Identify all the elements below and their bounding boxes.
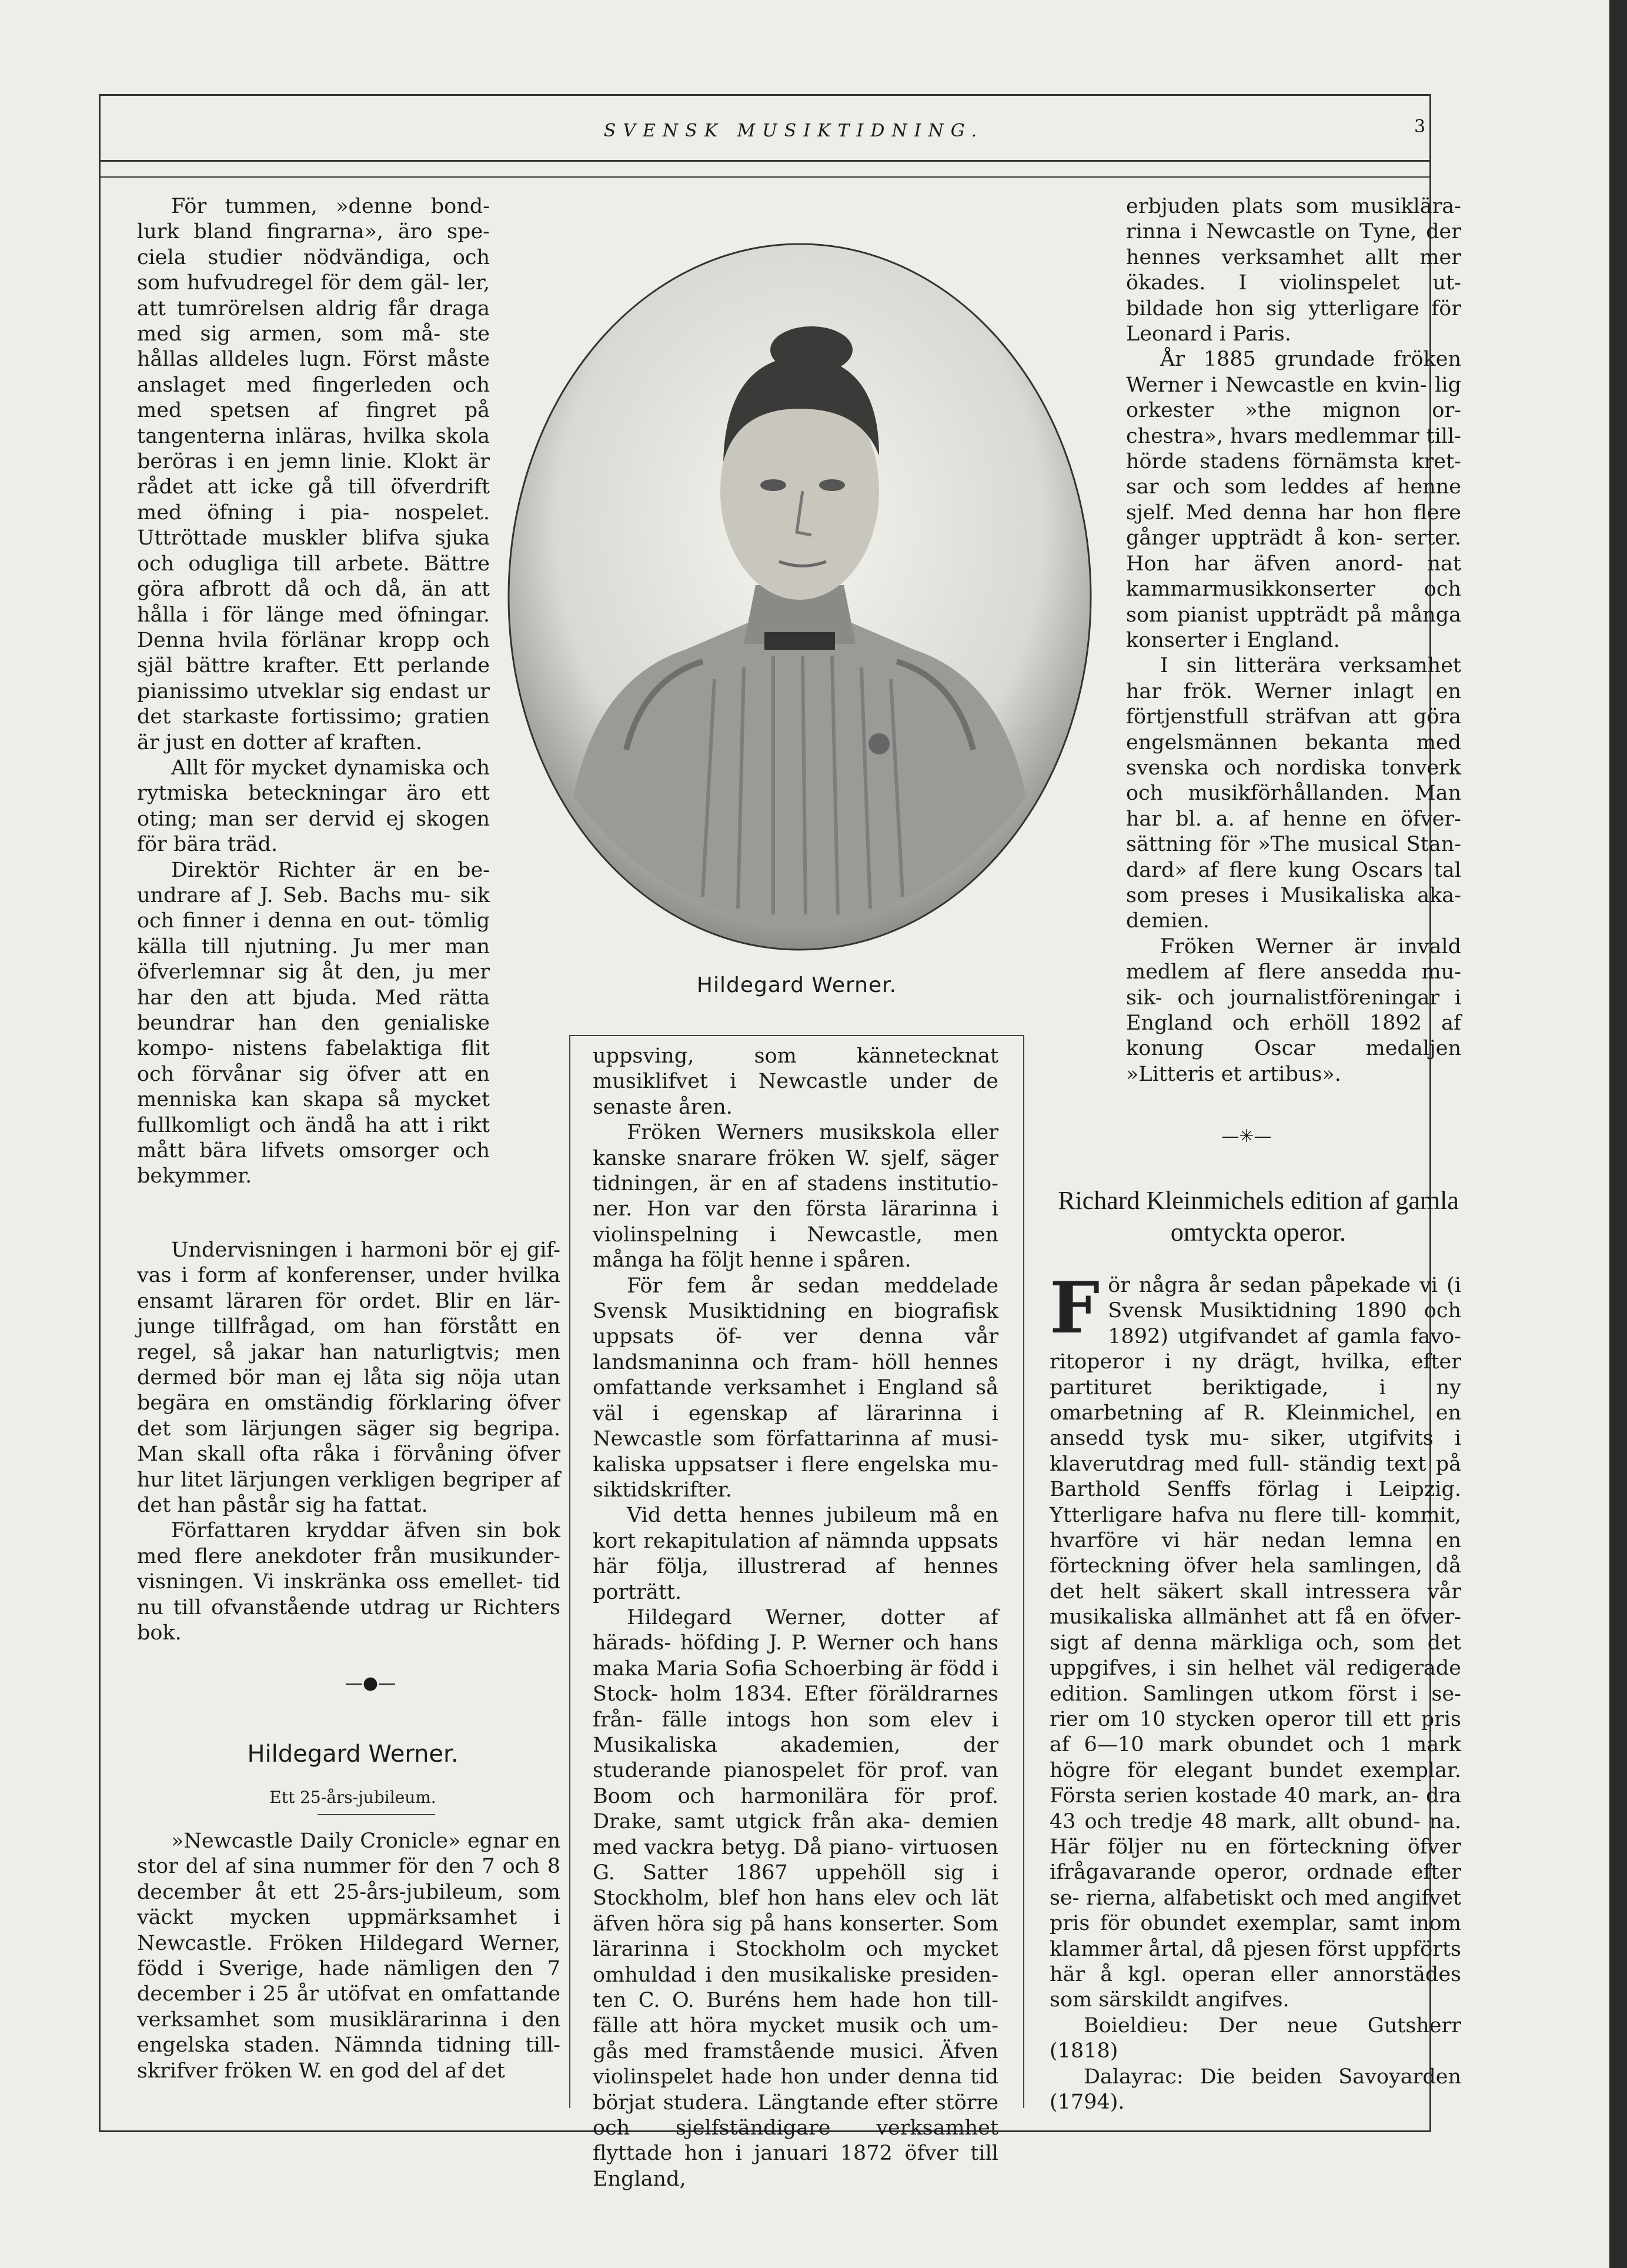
paragraph: I sin litterära verksamhet har frök. Werner inlagt en förtjenstfull sträfvan att göra engelsmännen bekanta med svenska och nordiska tonverk och musikförhållanden. Man har bl. a. af henne en öfver- sättning för »The musical Stan- dard» af flere kung Oscars tal som preses i Musikaliska aka- demien. (1126, 654, 1461, 933)
column-rule-right (1023, 1035, 1024, 2108)
portrait-caption: Hildegard Werner. (696, 973, 897, 997)
paragraph: uppsving, som kännetecknat musiklifvet i Newcastle under de senaste åren. (593, 1044, 998, 1119)
drop-cap: F (1050, 1267, 1100, 1350)
portrait-bottom-rule (569, 1035, 1024, 1036)
ornament-divider: —●— (345, 1673, 396, 1694)
opera-entry: Boieldieu: Der neue Gutsherr (1818) (1050, 2013, 1461, 2063)
article-subheading: Ett 25-års-jubileum. (269, 1788, 436, 1807)
subheading-rule (318, 1814, 435, 1815)
article-body-kleinmichel (1050, 1267, 1461, 2115)
header-rule-lower (99, 176, 1431, 178)
header-rule (99, 160, 1431, 162)
paragraph: »Newcastle Daily Cronicle» egnar en stor del af sina nummer för den 7 och 8 december åt ett 25-års-jubileum, som väckt mycken uppmärksamhet i Newcastle. Fröken Hildegard Werner, född i Sverige, hade nämligen den 7 december i 25 år utöfvat en omfattande verksamhet som musiklärarinna i den engelska staden. Nämnda tidning till- skrifver fröken W. en god del af det (137, 1829, 560, 2083)
page-number: 3 (1414, 116, 1426, 137)
paragraph: Undervisningen i harmoni bör ej gif- vas i form af konferenser, under hvilka ensamt läraren för ordet. Blir en lär- junge tillfrågad, om han förstått en regel, så jakar han naturligtvis; men dermed bör man ej låta sig nöja utan begära en omständig förklaring öfver det som lärjungen säger sig begripa. Man skall ofta råka i förvåning öfver hur litet lärjungen verkligen begriper af det han påstår sig ha fattat. (137, 1238, 560, 1518)
running-head: SVENSK MUSIKTIDNING. (603, 121, 984, 141)
paragraph: För tummen, »denne bond- lurk bland fingrarna», äro spe- ciela studier nödvändiga, och som hufvudregel för dem gäl- ler, att tumrörelsen aldrig får draga med sig armen, som må- ste hållas alldeles lugn. Först måste anslaget med fingerleden och med spetsen af fingret på tangenterna inläras, hvilka skola beröras i en jemn linie. Klokt är rådet att icke gå till öfverdrift med öfning i pia- nospelet. Uttröttade muskler blifva sjuka och odugliga till arbete. Bättre göra afbrott då och då, än att hålla i för länge med öfningar. Denna hvila förlänar kropp och själ bättre krafter. Ett perlande pianissimo utveklar sig endast ur det starkaste fortissimo; gratien är just en dotter af kraften. (137, 195, 490, 754)
column-2 (593, 1044, 998, 2192)
paragraph: Fröken Werner är invald medlem af flere ansedda mu- sik- och journalistföreningar i England och erhöll 1892 af konung Oscar medaljen »Litteris et artibus». (1126, 934, 1461, 1086)
paragraph (1050, 1267, 1461, 2013)
paragraph-text: ör några år sedan påpekade vi (i Svensk Musiktidning 1890 och 1892) utgifvandet af gamla favo- ritoperor i ny drägt, hvilka, efter partituret beriktigade, i ny omarbetning af R. Kleinmichel, en ansedd tysk mu- siker, utgifvits i klaverutdrag med full- ständig text på Barthold Senffs förlag i Leipzig. Ytterligare hafva nu flere till- kommit, hvarföre vi här nedan lemna en förteckning öfver hela samlingen, då det helt säkert skall intressera vår musikaliska allmänhet att få en öfver- sigt af denna märkliga och, som det uppgifves, i sin helhet väl redigerade edition. Samlingen utkom först i se- rier om 10 stycken operor till ett pris af 6—10 mark obundet och 1 mark högre för elegant bundet exemplar. Första serien kostade 40 mark, an- dra 43 och tredje 48 mark, allt obund- na. Här följer nu en förteckning öfver ifrågavarande operor, ordnade efter se- rierna, alfabetiskt och med angifvet pris för obundet exemplar, samt inom klammer årtal, då pjesen först uppförts här å kgl. operan eller annorstädes som särskildt angifves. (1050, 1274, 1461, 2012)
opera-entry: Dalayrac: Die beiden Savoyarden (1794). (1050, 2065, 1461, 2114)
paragraph: Direktör Richter är en be- undrare af J. Seb. Bachs mu- sik och finner i denna en out- tömlig källa till njutning. Ju mer man öfverlemnar sig åt den, ju mer har den att bjuda. Med rätta beundrar han den genialiske kompo- nistens fabelaktiga flit och förvånar sig öfver att en menniska kan skapa så mycket fullkomligt och ändå ha att i rikt mått bära lifvets omsorger och bekymmer. (137, 858, 490, 1188)
paragraph: Författaren kryddar äfven sin bok med flere anekdoter från musikunder- visningen. Vi inskränka oss emellet- tid nu till ofvanstående utdrag ur Richters bok. (137, 1519, 560, 1645)
scan-edge (1609, 0, 1627, 2268)
paragraph: Fröken Werners musikskola eller kanske snarare fröken W. sjelf, säger tidningen, är en af stadens institutio- ner. Hon var den första lärarinna i violinspelning i Newcastle, men många ha följt henne i spåren. (593, 1121, 998, 1272)
article-heading: Hildegard Werner. (247, 1741, 459, 1768)
article-body-col1 (137, 1829, 560, 2084)
paragraph: År 1885 grundade fröken Werner i Newcastle en kvin- lig orkester »the mignon or- chestra», hvars medlemmar till- hörde stadens förnämsta kret- sar och som leddes af henne sjelf. Med denna har hon flere gånger uppträdt å kon- serter. Hon har äfven anord- nat kammarmusikkonserter och som pianist uppträdt på många konserter i England. (1126, 348, 1461, 652)
portrait-image (491, 232, 1108, 961)
paragraph: För fem år sedan meddelade Svensk Musiktidning en biografisk uppsats öf- ver denna vår landsmaninna och fram- höll hennes omfattande verksamhet i England så väl i egenskap af lärarinna i Newcastle som författarinna af musi- kaliska uppsatser i flere engelska mu- siktidskrifter. (593, 1274, 998, 1502)
paragraph: erbjuden plats som musiklära- rinna i Newcastle on Tyne, der hennes verksamhet allt mer ökades. I violinspelet ut- bildade hon sig ytterligare för Leonard i Paris. (1126, 195, 1461, 346)
article-heading-kleinmichel: Richard Kleinmichels edition af gamla omtyckta operor. (1058, 1186, 1459, 1247)
paragraph: Allt för mycket dynamiska och rytmiska beteckningar äro ett oting; man ser dervid ej skogen för bära träd. (137, 756, 490, 857)
column-rule-left (569, 1035, 570, 2108)
column-3 (1126, 194, 1461, 1087)
ornament-divider-right: —✳— (1221, 1126, 1272, 1147)
column-1-wide (137, 1238, 560, 1646)
paragraph: Vid detta hennes jubileum må en kort rekapitulation af nämnda uppsats här följa, illustrerad af hennes porträtt. (593, 1504, 998, 1604)
column-1 (137, 194, 490, 1190)
paragraph: Hildegard Werner, dotter af härads- höfding J. P. Werner och hans maka Maria Sofia Schoerbing är född i Stock- holm 1834. Efter föräldrarnes från- fälle intogs hon som elev i Musikaliska akademien, der studerande pianospelet för prof. van Boom och harmonilära för prof. Drake, samt utgick från aka- demien med vackra betyg. Då piano- virtuosen G. Satter 1867 uppehöll sig i Stockholm, blef hon hans elev och lät äfven höra sig på hans konserter. Som lärarinna i Stockholm och mycket omhuldad i den musikaliske presiden- ten C. O. Buréns hem hade hon till- fälle att höra mycket musik och um- gås med framstående musici. Äfven violinspelet hade hon under denna tid börjat studera. Längtande efter större och sjelfständigare verksamhet flyttade hon i januari 1872 öfver till England, (593, 1605, 998, 2191)
